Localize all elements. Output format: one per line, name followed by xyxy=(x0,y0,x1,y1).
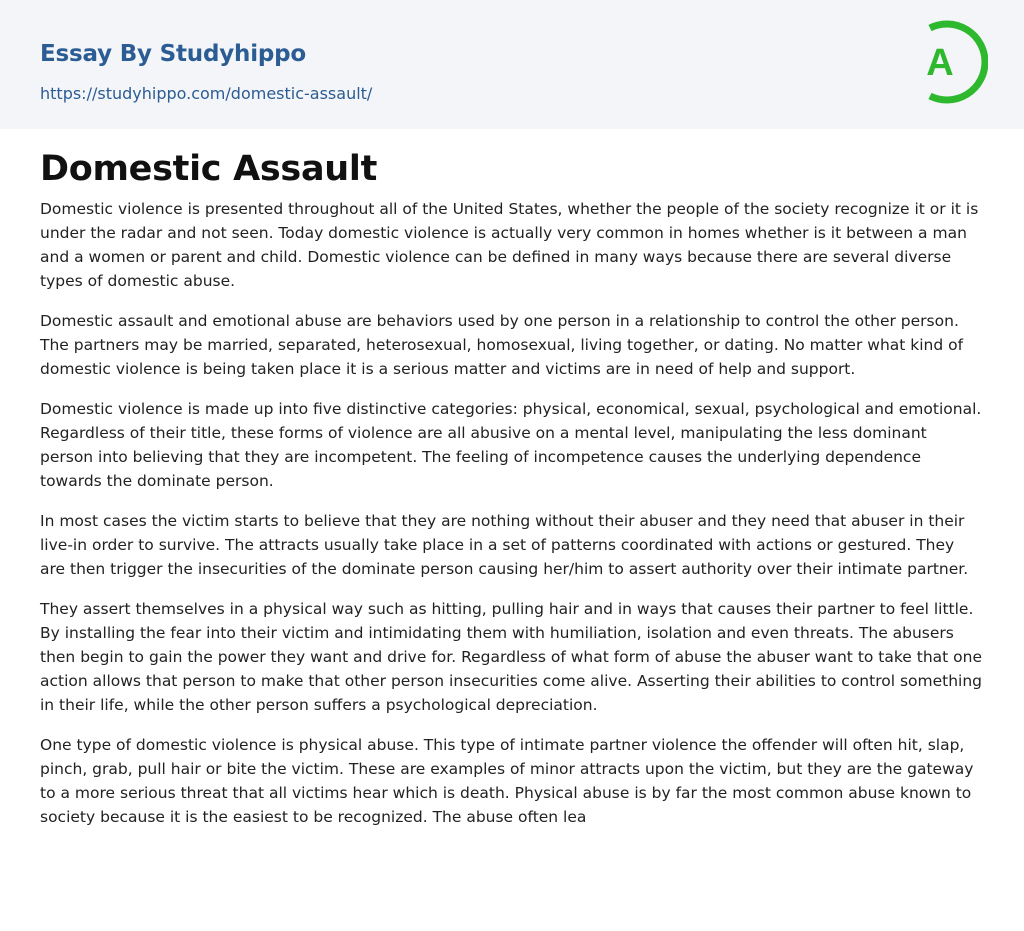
essay-paragraph: Domestic violence is made up into five distinctive categories: physical, economical, sexual, psychological and emotional. Regardless of their title, these forms of violence are all abusive on a mental level, manipulating the less dominant person into believing that they are incompetent. The feeling of incompetence causes the underlying dependence towards the dominate person. xyxy=(40,400,982,490)
essay-title: Domestic Assault xyxy=(40,149,378,189)
essay-paragraph: Domestic violence is presented throughout all of the United States, whether the people of the society recognize it or it is under the radar and not seen. Today domestic violence is actually very common in homes whether is it between a man and a women or parent and child. Domestic violence can be defined in many ways because there are several diverse types of domestic abuse. xyxy=(40,200,979,290)
essay-paragraph: In most cases the victim starts to believe that they are nothing without their abuser and they need that abuser in their live-in order to survive. The attracts usually take place in a set of patterns coordinated with actions or gestured. They are then trigger the insecurities of the dominate person causing her/him to assert authority over their intimate partner. xyxy=(40,512,969,578)
studyhippo-logo-icon[interactable] xyxy=(910,18,988,106)
source-link[interactable]: https://studyhippo.com/domestic-assault/ xyxy=(40,84,373,103)
essay-paragraph: One type of domestic violence is physical abuse. This type of intimate partner violence the offender will often hit, slap, pinch, grab, pull hair or bite the victim. These are examples of minor attracts upon the victim, but they are the gateway to a more serious threat that all victims hear which is death. Physical abuse is by far the most common abuse known to society because it is the easiest to be recognized. The abuse often lea xyxy=(40,736,974,826)
site-header xyxy=(0,0,1024,129)
essay-paragraph: Domestic assault and emotional abuse are behaviors used by one person in a relationship to control the other person. The partners may be married, separated, heterosexual, homosexual, living together, or dating. No matter what kind of domestic violence is being taken place it is a serious matter and victims are in need of help and support. xyxy=(40,312,964,378)
logo-letter: A xyxy=(926,42,954,84)
essay-content xyxy=(0,129,1024,829)
essay-paragraph: They assert themselves in a physical way such as hitting, pulling hair and in ways that causes their partner to feel little. By installing the fear into their victim and intimidating them with humiliation, isolation and even threats. The abusers then begin to gain the power they want and drive for. Regardless of what form of abuse the abuser want to take that one action allows that person to make that other person insecurities come alive. Asserting their abilities to control something in their life, while the other person suffers a psychological depreciation. xyxy=(40,600,983,714)
brand-title[interactable]: Essay By Studyhippo xyxy=(40,41,307,67)
